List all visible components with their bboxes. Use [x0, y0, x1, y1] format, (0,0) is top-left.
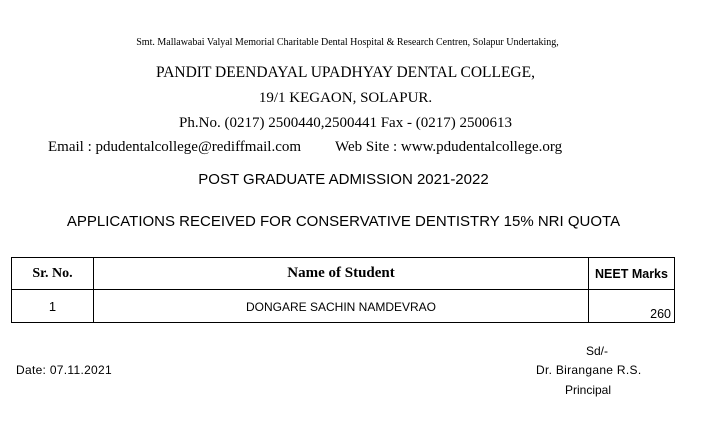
signed-mark: Sd/- — [586, 344, 609, 358]
applications-table — [11, 257, 675, 323]
header-sr-no: Sr. No. — [12, 258, 94, 290]
row-student-name: DONGARE SACHIN NAMDEVRAO — [94, 290, 589, 323]
header-student-name: Name of Student — [94, 258, 589, 290]
contact-line — [48, 139, 562, 156]
trust-line: Smt. Mallawabai Valyal Memorial Charitable Dental Hospital & Research Centren, Solapur Undertaking, — [136, 37, 559, 48]
header-neet-marks: NEET Marks — [589, 258, 675, 290]
table-row — [12, 290, 675, 323]
signatory-designation: Principal — [565, 383, 612, 397]
applications-title: APPLICATIONS RECEIVED FOR CONSERVATIVE DENTISTRY 15% NRI QUOTA — [66, 213, 621, 230]
signatory-name: Dr. Birangane R.S. — [536, 363, 642, 377]
college-address: 19/1 KEGAON, SOLAPUR. — [258, 90, 433, 106]
college-name: PANDIT DEENDAYAL UPADHYAY DENTAL COLLEGE, — [156, 64, 535, 81]
table-header-row — [12, 258, 675, 290]
row-sr-no: 1 — [12, 290, 94, 323]
admission-title: POST GRADUATE ADMISSION 2021-2022 — [198, 171, 489, 188]
row-neet-marks: 260 — [589, 290, 675, 323]
email-text: Email : pdudentalcollege@rediffmail.com — [48, 139, 302, 155]
phone-fax-line: Ph.No. (0217) 2500440,2500441 Fax - (0217) 2500613 — [179, 115, 512, 131]
website-text: Web Site : www.pdudentalcollege.org — [335, 139, 563, 155]
notice-date: Date: 07.11.2021 — [16, 363, 112, 377]
